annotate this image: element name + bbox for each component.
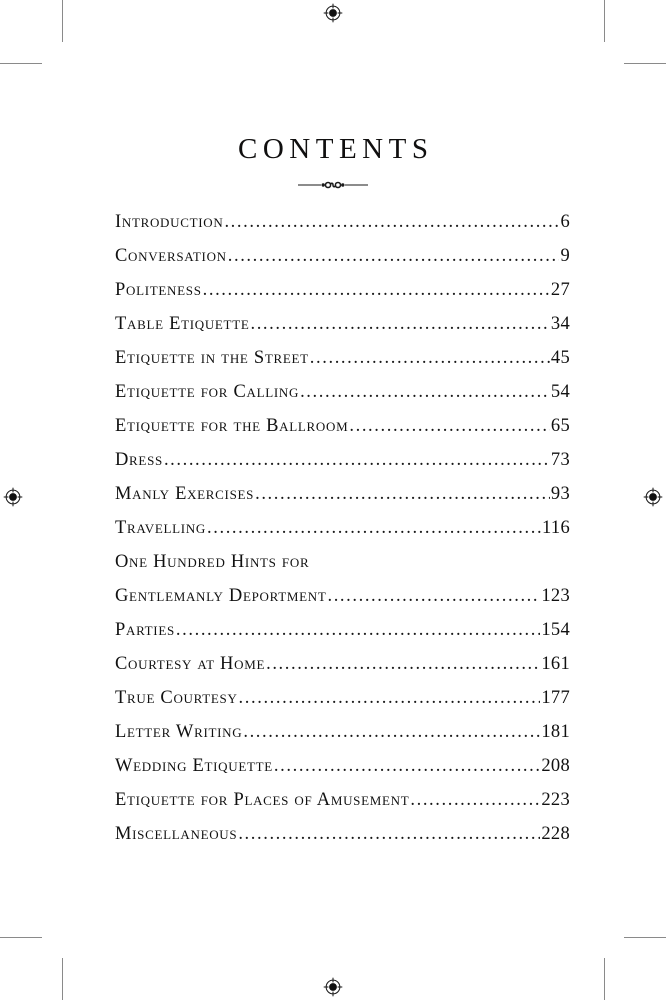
toc-entry-label: Courtesy at Home (115, 654, 266, 674)
toc-leader-dots (300, 382, 550, 403)
toc-leader-dots (207, 518, 541, 539)
toc-leader-dots (238, 824, 540, 845)
toc-leader-dots (410, 790, 540, 811)
toc-entry[interactable] (115, 348, 570, 382)
toc-leader-dots (243, 722, 540, 743)
toc-entry[interactable] (115, 654, 570, 688)
toc-leader-dots (224, 212, 559, 233)
crop-mark-top-right (624, 63, 666, 64)
toc-entry[interactable] (115, 824, 570, 858)
toc-page-number: 73 (550, 450, 570, 470)
toc-entry-label: Manly Exercises (115, 484, 255, 504)
swirl-divider-icon (0, 178, 666, 192)
toc-entry-label: Travelling (115, 518, 207, 538)
toc-page-number: 65 (550, 416, 570, 436)
toc-entry[interactable] (115, 586, 570, 620)
crop-mark-top-left (62, 0, 63, 42)
toc-page-number: 93 (550, 484, 570, 504)
toc-page-number: 27 (550, 280, 570, 300)
toc-leader-dots (310, 348, 550, 369)
toc-leader-dots (176, 620, 540, 641)
toc-entry[interactable] (115, 246, 570, 280)
toc-page-number: 116 (542, 518, 570, 538)
toc-entry-label: Table Etiquette (115, 314, 250, 334)
toc-entry-label: Etiquette for Calling (115, 382, 300, 402)
toc-leader-dots (250, 314, 549, 335)
toc-entry-label: Etiquette for Places of Amusement (115, 790, 410, 810)
toc-page-number: 6 (560, 212, 570, 232)
toc-page-number: 181 (541, 722, 570, 742)
toc-entry[interactable] (115, 688, 570, 722)
toc-page-number: 34 (550, 314, 570, 334)
toc-page-number: 161 (541, 654, 570, 674)
toc-entry[interactable] (115, 756, 570, 790)
toc-leader-dots (239, 688, 541, 709)
toc-leader-dots (266, 654, 540, 675)
toc-leader-dots (228, 246, 560, 267)
toc-leader-dots (274, 756, 540, 777)
toc-page-number: 223 (541, 790, 570, 810)
toc-entry-label: Wedding Etiquette (115, 756, 273, 776)
toc-entry-label: One Hundred Hints for (115, 552, 310, 572)
toc-entry[interactable] (115, 790, 570, 824)
toc-page-number: 9 (560, 246, 570, 266)
toc-leader-dots (327, 586, 540, 607)
toc-page-number: 177 (541, 688, 570, 708)
toc-entry-label: True Courtesy (115, 688, 238, 708)
toc-page-number: 228 (541, 824, 570, 844)
crop-mark-bottom-left (0, 937, 42, 938)
toc-entry-label: Parties (115, 620, 175, 640)
toc-entry-label: Etiquette in the Street (115, 348, 309, 368)
toc-entry[interactable] (115, 382, 570, 416)
crop-mark-top-left (0, 63, 42, 64)
toc-entry-label: Conversation (115, 246, 227, 266)
crop-mark-bottom-left (62, 958, 63, 1000)
toc-leader-dots (349, 416, 550, 437)
toc-entry-label: Etiquette for the Ballroom (115, 416, 349, 436)
toc-entry-label: Dress (115, 450, 163, 470)
toc-entry-label: Miscellaneous (115, 824, 238, 844)
toc-entry-label: Gentlemanly Deportment (115, 586, 327, 606)
toc-page-number: 208 (541, 756, 570, 776)
toc-entry[interactable] (115, 484, 570, 518)
registration-mark-right (644, 488, 663, 507)
toc-entry-label: Letter Writing (115, 722, 243, 742)
toc-entry[interactable] (115, 314, 570, 348)
toc-page-number: 154 (541, 620, 570, 640)
toc-page-number: 123 (541, 586, 570, 606)
toc-page-number: 45 (550, 348, 570, 368)
toc-entry-label: Introduction (115, 212, 224, 232)
registration-mark-left (4, 488, 23, 507)
registration-mark-bottom (324, 978, 343, 997)
crop-mark-top-right (604, 0, 605, 42)
toc-leader-dots (164, 450, 550, 471)
toc-leader-dots (255, 484, 550, 505)
registration-mark-top (324, 4, 343, 23)
page-title: CONTENTS (238, 133, 434, 165)
toc-entry[interactable] (115, 212, 570, 246)
toc-entry[interactable] (115, 518, 570, 552)
crop-mark-bottom-right (624, 937, 666, 938)
toc-leader-dots (203, 280, 550, 301)
toc-entry-label: Politeness (115, 280, 202, 300)
toc-page-number: 54 (550, 382, 570, 402)
toc-entry[interactable] (115, 450, 570, 484)
toc-entry[interactable] (115, 416, 570, 450)
toc-entry[interactable] (115, 552, 570, 586)
toc-entry[interactable] (115, 280, 570, 314)
toc-entry[interactable] (115, 722, 570, 756)
crop-mark-bottom-right (604, 958, 605, 1000)
toc-entry[interactable] (115, 620, 570, 654)
contents-list (115, 212, 570, 858)
